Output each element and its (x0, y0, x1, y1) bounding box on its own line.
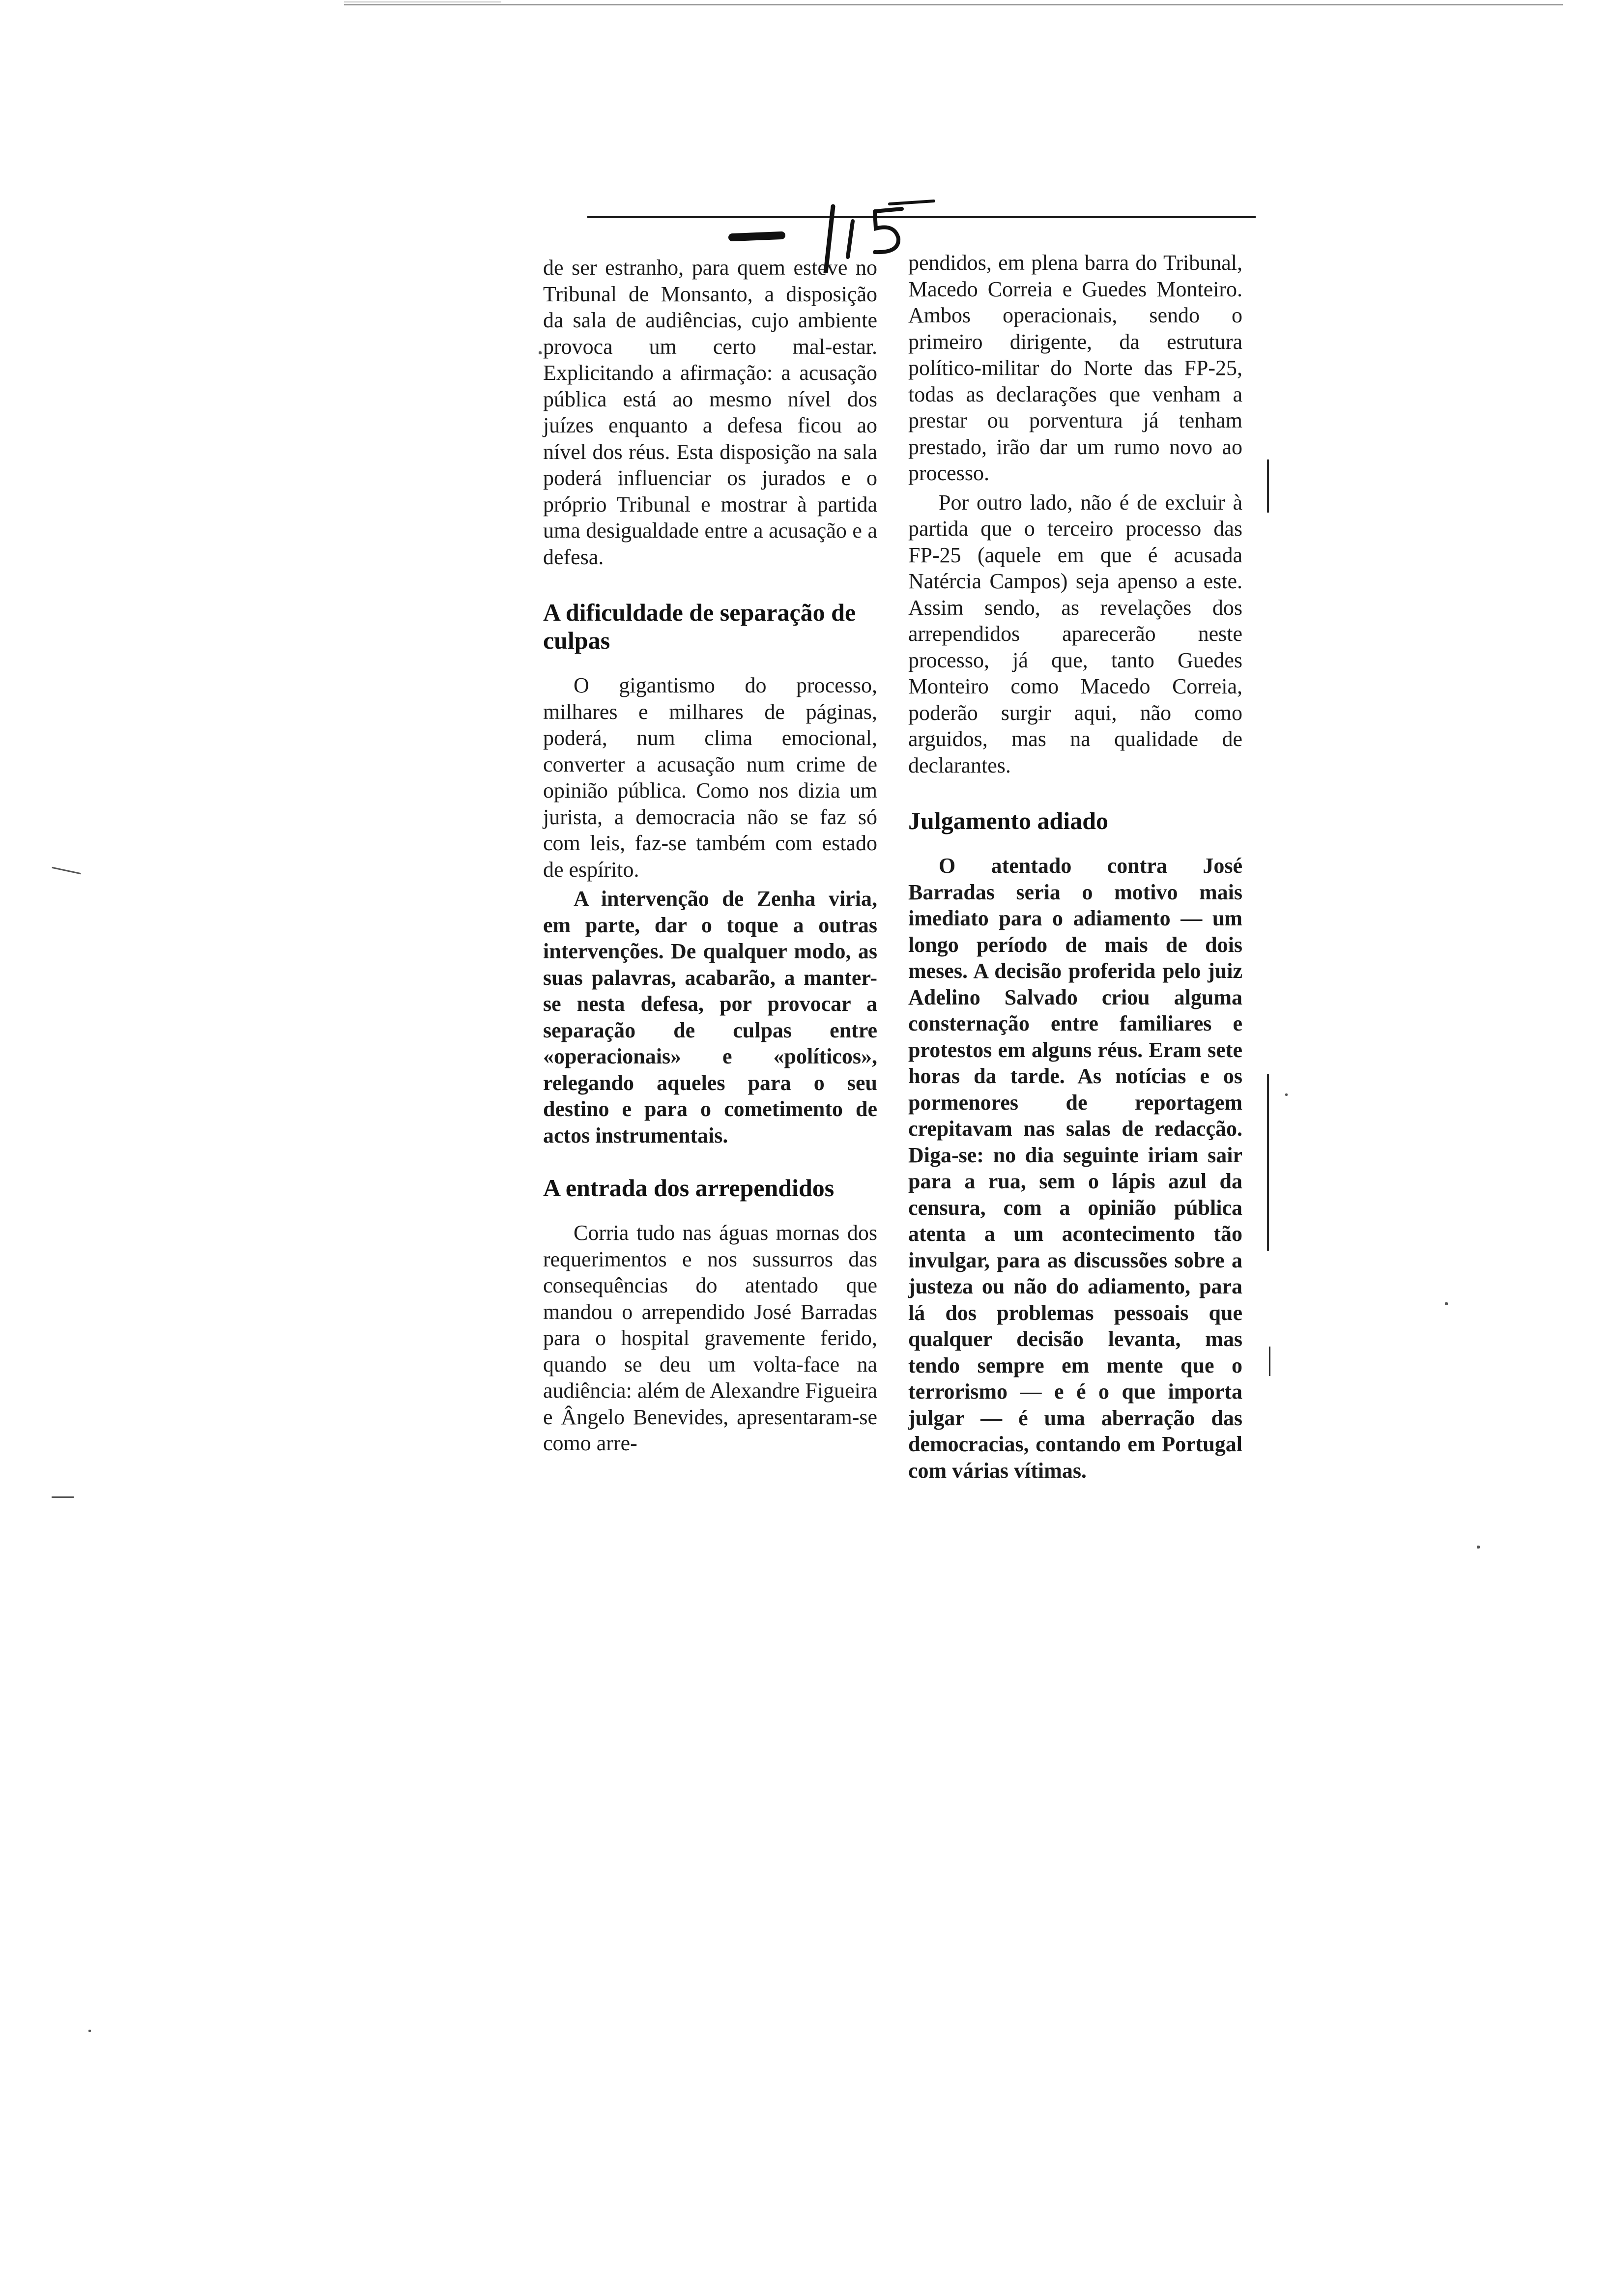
scan-edge-top-left (344, 1, 501, 2)
margin-mark-right-3 (1269, 1347, 1270, 1376)
margin-speck-2 (1445, 1302, 1448, 1305)
column-1-paragraph-gigantismo: O gigantismo do processo, milhares e milhares de páginas, poderá, num clima emocional, converter a acusação num crime de opinião pública. Como nos dizia um jurista, a democracia não se faz só com leis, faz-se também com estado de espírito. (543, 673, 877, 882)
section-heading-julgamento-adiado: Julgamento adiado (908, 807, 1109, 834)
margin-speck-4 (1285, 1093, 1288, 1096)
margin-speck-3 (1477, 1546, 1480, 1549)
column-1-paragraph-corria: Corria tudo nas águas mornas dos requerimentos e nos sussurros das consequências do atentado que mandou o arrependido José Barradas para o hospital gravemente ferido, quando se deu um volta-face na audiência: além de Alexandre Figueira e Ângelo Benevides, apresentaram-se como arre- (543, 1221, 877, 1455)
column-2-paragraph-por-outro-lado: Por outro lado, não é de excluir à partida que o terceiro processo das FP-25 (aquele em que é acusada Natércia Campos) seja apenso a este. Assim sendo, as revelações dos arrependidos aparecerão neste processo, já que, tanto Guedes Monteiro como Macedo Correia, poderão surgir aqui, não como arguidos, mas na qualidade de declarantes. (908, 490, 1242, 777)
article-column-2 (908, 250, 1242, 1487)
column-1-paragraph-zenha: A intervenção de Zenha viria, em parte, dar o toque a outras intervenções. De qualquer modo, as suas palavras, acabarão, a manter-se nesta defesa, por provocar a separação de culpas entre «operacionais» e «políticos», relegando aqueles para o seu destino e para o cometimento de actos instrumentais. (543, 887, 877, 1148)
scan-edge-top (344, 4, 1563, 5)
margin-speck-1 (539, 351, 542, 354)
article-column-1 (543, 255, 877, 1460)
section-heading-separacao-culpas: A dificuldade de separação de culpas (543, 599, 856, 654)
column-1-opening-paragraph: de ser estranho, para quem esteve no Tribunal de Monsanto, a disposição da sala de audiências, cujo ambiente provoca um certo mal-estar. Explicitando a afirmação: a acusação pública está ao mesmo nível dos juízes enquanto a defesa ficou ao nível dos réus. Esta disposição na sala poderá influenciar os jurados e o próprio Tribunal e mostrar à partida uma desigualdade entre a acusação e a defesa. (543, 256, 877, 569)
margin-mark-right-2 (1267, 1074, 1269, 1251)
column-2-paragraph-atentado: O atentado contra José Barradas seria o motivo mais imediato para o adiamento — um longo período de mais de dois meses. A decisão proferida pelo juiz Adelino Salvado criou alguma consternação entre familiares e protestos em alguns réus. Eram sete horas da tarde. As notícias e os pormenores de reportagem crepitavam nas salas de redacção. Diga-se: no dia seguinte iriam sair para a rua, sem o lápis azul da censura, com a opinião pública atenta a um acontecimento tão invulgar, para as discussões sobre a justeza ou não do adiamento, para lá dos problemas pessoais que qualquer decisão levanta, mas tendo sempre em mente que o terrorismo — e é o que importa julgar — é uma aberração das democracias, contando em Portugal com várias vítimas. (908, 854, 1242, 1483)
section-heading-arrependidos: A entrada dos arrependidos (543, 1174, 835, 1202)
margin-tick-left-2 (52, 1496, 74, 1498)
margin-speck-5 (88, 2030, 91, 2032)
column-2-paragraph-pendidos: pendidos, em plena barra do Tribunal, Macedo Correia e Guedes Monteiro. Ambos operacionais, sendo o primeiro dirigente, da estrutura político-militar do Norte das FP-25, todas as declarações que venham a prestar ou porventura já tenham prestado, irão dar um rumo novo ao processo. (908, 251, 1242, 485)
margin-tick-left-1 (52, 867, 81, 874)
margin-mark-right-1 (1267, 459, 1269, 513)
